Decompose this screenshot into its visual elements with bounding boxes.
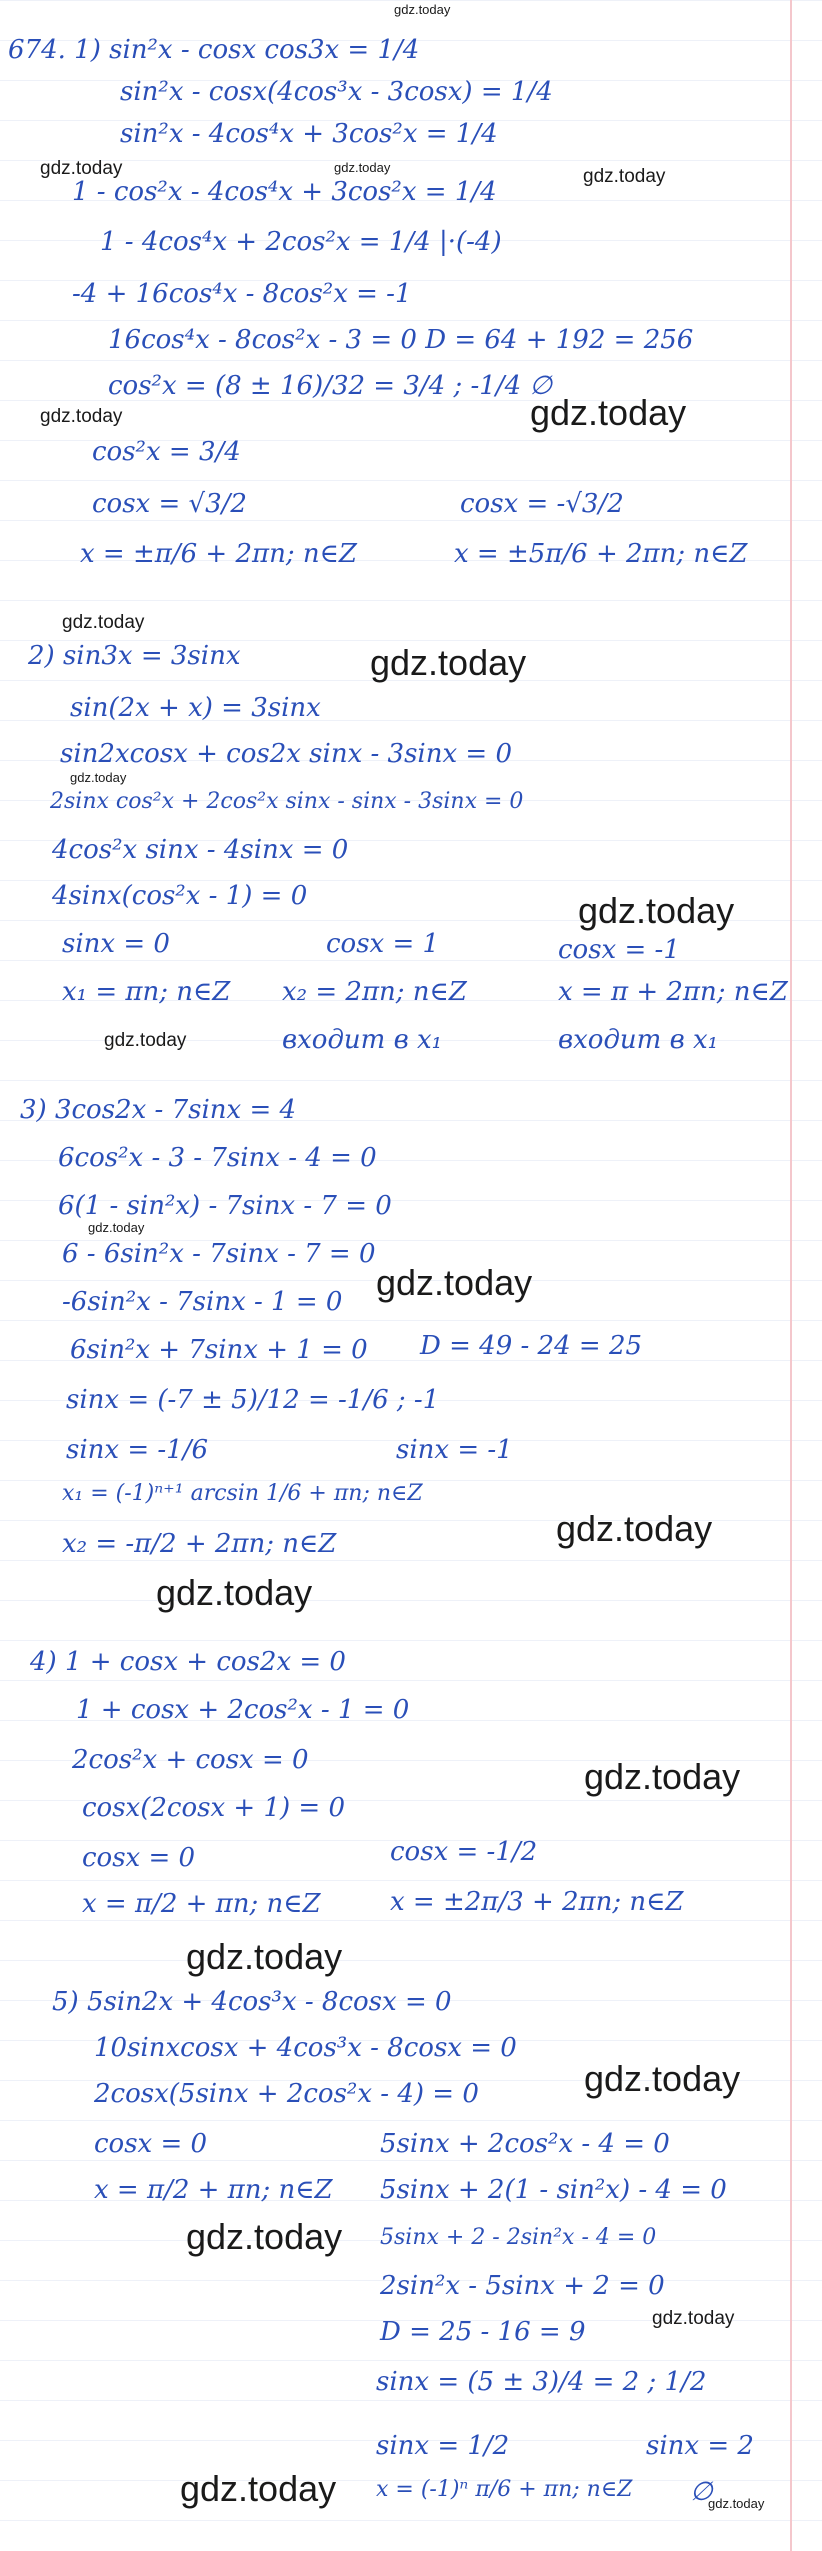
solution-line: D = 25 - 16 = 9 — [380, 2317, 586, 2347]
solution-line: sinx = -1 — [396, 1435, 513, 1465]
watermark: gdz.today — [708, 2496, 765, 2511]
watermark: gdz.today — [186, 2216, 343, 2257]
solution-line: D = 49 - 24 = 25 — [420, 1331, 643, 1361]
solution-line: 2cosx(5sinx + 2cos²x - 4) = 0 — [94, 2079, 479, 2109]
solution-line: sin2xcosx + cos2x sinx - 3sinx = 0 — [60, 739, 513, 769]
solution-line: 1 - 4cos⁴x + 2cos²x = 1/4 |·(-4) — [100, 227, 502, 257]
solution-line: sinx = 0 — [62, 929, 170, 959]
solution-line: 674. 1) sin²x - cosx cos3x = 1/4 — [8, 35, 420, 65]
solution-line: cosx = 0 — [94, 2129, 208, 2159]
solution-line: 6 - 6sin²x - 7sinx - 7 = 0 — [62, 1239, 376, 1269]
solution-line: sinx = (-7 ± 5)/12 = -1/6 ; -1 — [66, 1385, 440, 1415]
solution-line: 5sinx + 2 - 2sin²x - 4 = 0 — [380, 2225, 657, 2250]
solution-line: 5) 5sin2x + 4cos³x - 8cosx = 0 — [52, 1987, 452, 2017]
solution-line: sinx = 1/2 — [376, 2431, 510, 2461]
solution-line: 1 + cosx + 2cos²x - 1 = 0 — [76, 1695, 410, 1725]
solution-line: 3) 3cos2x - 7sinx = 4 — [20, 1095, 297, 1125]
solution-line: 6(1 - sin²x) - 7sinx - 7 = 0 — [58, 1191, 392, 1221]
solution-line: 2cos²x + cosx = 0 — [72, 1745, 309, 1775]
solution-line: cos²x = 3/4 — [92, 437, 241, 467]
solution-line: x₂ = 2πn; n∈Z — [282, 977, 467, 1007]
solution-line: 5sinx + 2cos²x - 4 = 0 — [380, 2129, 670, 2159]
solution-line: ∅ — [690, 2477, 713, 2507]
solution-line: входит в x₁ — [282, 1025, 443, 1055]
solution-line: x = ±π/6 + 2πn; n∈Z — [80, 539, 357, 569]
solution-line: x = ±2π/3 + 2πn; n∈Z — [390, 1887, 684, 1917]
solution-line: cosx = -1 — [558, 935, 680, 965]
solution-line: x = π + 2πn; n∈Z — [558, 977, 788, 1007]
watermark: gdz.today — [156, 1572, 313, 1613]
solution-line: 1 - cos²x - 4cos⁴x + 3cos²x = 1/4 — [72, 177, 497, 207]
watermark: gdz.today — [376, 1262, 533, 1303]
solution-line: x = ±5π/6 + 2πn; n∈Z — [454, 539, 748, 569]
solution-line: cosx = -√3/2 — [460, 489, 624, 519]
solution-line: x = π/2 + πn; n∈Z — [94, 2175, 333, 2205]
solution-line: 2) sin3x = 3sinx — [28, 641, 241, 671]
solution-line: x₂ = -π/2 + 2πn; n∈Z — [62, 1529, 337, 1559]
watermark: gdz.today — [652, 2308, 735, 2329]
watermark: gdz.today — [584, 1756, 741, 1797]
watermark: gdz.today — [578, 890, 735, 931]
solution-line: 4sinx(cos²x - 1) = 0 — [52, 881, 308, 911]
watermark: gdz.today — [88, 1220, 145, 1235]
solution-line: 6sin²x + 7sinx + 1 = 0 — [70, 1335, 368, 1365]
watermark: gdz.today — [584, 2058, 741, 2099]
watermark: gdz.today — [104, 1030, 187, 1051]
watermark: gdz.today — [62, 612, 145, 633]
solution-line: sinx = -1/6 — [66, 1435, 209, 1465]
solution-line: x = (-1)ⁿ π/6 + πn; n∈Z — [376, 2477, 633, 2502]
solution-line: -4 + 16cos⁴x - 8cos²x = -1 — [72, 279, 412, 309]
solution-line: sin(2x + x) = 3sinx — [70, 693, 321, 723]
solution-line: cosx = -1/2 — [390, 1837, 538, 1867]
watermark: gdz.today — [180, 2468, 337, 2509]
solution-line: -6sin²x - 7sinx - 1 = 0 — [62, 1287, 343, 1317]
solution-line: 4) 1 + cosx + cos2x = 0 — [30, 1647, 346, 1677]
solution-line: 2sin²x - 5sinx + 2 = 0 — [380, 2271, 665, 2301]
watermark: gdz.today — [583, 166, 666, 187]
solution-line: 6cos²x - 3 - 7sinx - 4 = 0 — [58, 1143, 377, 1173]
solution-line: cosx = 1 — [326, 929, 440, 959]
solution-line: 4cos²x sinx - 4sinx = 0 — [52, 835, 349, 865]
solution-line: входит в x₁ — [558, 1025, 719, 1055]
watermark: gdz.today — [556, 1508, 713, 1549]
solution-line: 10sinxcosx + 4cos³x - 8cosx = 0 — [94, 2033, 517, 2063]
solution-line: cosx = √3/2 — [92, 489, 247, 519]
solution-line: x₁ = (-1)ⁿ⁺¹ arcsin 1/6 + πn; n∈Z — [62, 1481, 423, 1506]
solution-line: cosx(2cosx + 1) = 0 — [82, 1793, 345, 1823]
solution-line: cos²x = (8 ± 16)/32 = 3/4 ; -1/4 ∅ — [108, 371, 553, 401]
watermark: gdz.today — [530, 392, 687, 433]
solution-line: sin²x - 4cos⁴x + 3cos²x = 1/4 — [120, 119, 498, 149]
watermark: gdz.today — [334, 160, 391, 175]
watermark: gdz.today — [40, 406, 123, 427]
solution-line: cosx = 0 — [82, 1843, 196, 1873]
watermark: gdz.today — [186, 1936, 343, 1977]
watermark: gdz.today — [70, 770, 127, 785]
solution-line: 16cos⁴x - 8cos²x - 3 = 0 D = 64 + 192 = 256 — [108, 325, 694, 355]
watermark: gdz.today — [370, 642, 527, 683]
header-watermark: gdz.today — [394, 2, 451, 17]
solution-line: sin²x - cosx(4cos³x - 3cosx) = 1/4 — [120, 77, 553, 107]
watermark: gdz.today — [40, 158, 123, 179]
margin-line — [790, 0, 792, 2551]
solution-line: sinx = 2 — [646, 2431, 754, 2461]
solution-line: x = π/2 + πn; n∈Z — [82, 1889, 321, 1919]
solution-line: 5sinx + 2(1 - sin²x) - 4 = 0 — [380, 2175, 727, 2205]
solution-line: sinx = (5 ± 3)/4 = 2 ; 1/2 — [376, 2367, 707, 2397]
solution-line: x₁ = πn; n∈Z — [62, 977, 231, 1007]
solution-line: 2sinx cos²x + 2cos²x sinx - sinx - 3sinx = 0 — [50, 789, 524, 814]
